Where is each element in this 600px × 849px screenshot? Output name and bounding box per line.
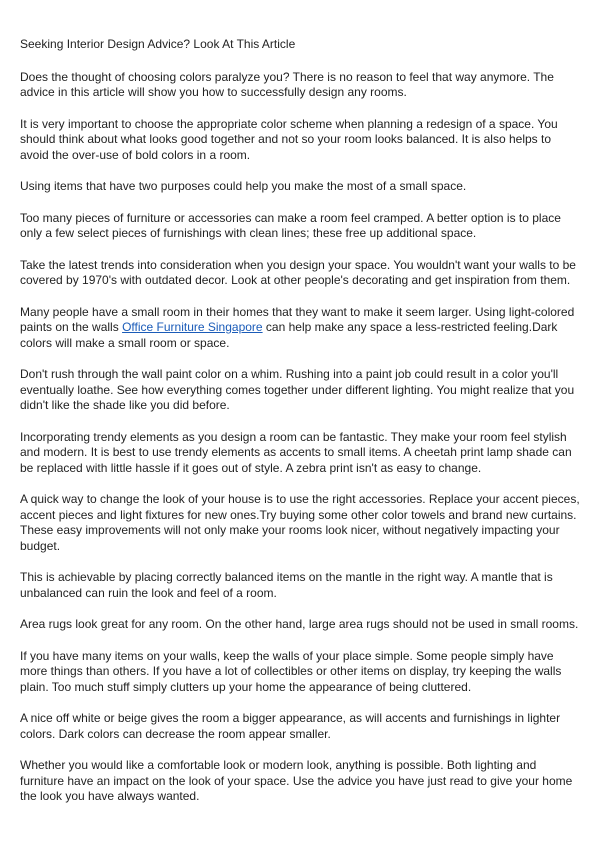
paragraph-7: Don't rush through the wall paint color on a whim. Rushing into a paint job could result in a color you'll eventually loathe. See how everything comes together under different lighting. You might realize that you didn't like the shade like you did before. xyxy=(20,367,575,412)
paragraph-12: If you have many items on your walls, keep the walls of your place simple. Some people simply have more things than others. If you have a lot of collectibles or other items on display, try keeping the walls plain. Too much stuff simply clutters up your home the appearance of being cluttered. xyxy=(20,648,562,694)
paragraph-6 xyxy=(20,305,582,352)
article xyxy=(20,37,582,821)
paragraph-6-text-before: Many people have a small room in their homes that they want to make it seem larger. Using light-colored paints on the walls xyxy=(20,304,575,334)
office-furniture-link[interactable]: Office Furniture Singapore xyxy=(122,320,263,334)
paragraph-14: Whether you would like a comfortable look or modern look, anything is possible. Both lighting and furniture have an impact on the look of your space. Use the advice you have just read to give your home the look you have always wanted. xyxy=(20,758,573,803)
paragraph-8: Incorporating trendy elements as you design a room can be fantastic. They make your room feel stylish and modern. It is best to use trendy elements as accents to small items. A cheetah print lamp shade can be replaced with little hassle if it goes out of style. A zebra print isn't as easy to change. xyxy=(20,429,572,475)
paragraph-5: Take the latest trends into consideration when you design your space. You wouldn't want your walls to be covered by 1970's with outdated decor. Look at other people's decorating and get inspiration from them. xyxy=(20,257,576,287)
paragraph-10: This is achievable by placing correctly balanced items on the mantle in the right way. A mantle that is unbalanced can ruin the look and feel of a room. xyxy=(20,570,553,600)
paragraph-6-text-after: can help make any space a less-restricted feeling.Dark colors will make a small room or space. xyxy=(20,320,558,350)
article-title: Seeking Interior Design Advice? Look At This Article xyxy=(20,37,296,51)
paragraph-2: It is very important to choose the appropriate color scheme when planning a redesign of a space. You should think about what looks good together and not so your room looks balanced. It is also helps to avoid the over-use of bold colors in a room. xyxy=(20,116,558,162)
paragraph-13: A nice off white or beige gives the room a bigger appearance, as will accents and furnishings in lighter colors. Dark colors can decrease the room appear smaller. xyxy=(20,711,561,741)
paragraph-3: Using items that have two purposes could help you make the most of a small space. xyxy=(20,179,467,193)
paragraph-11: Area rugs look great for any room. On the other hand, large area rugs should not be used in small rooms. xyxy=(20,617,579,631)
paragraph-1: Does the thought of choosing colors paralyze you? There is no reason to feel that way anymore. The advice in this article will show you how to successfully design any rooms. xyxy=(20,69,554,99)
paragraph-9: A quick way to change the look of your house is to use the right accessories. Replace your accent pieces, accent pieces and light fixtures for new ones.Try buying some other color towels and brand new curtains. These easy improvements will not only make your rooms look nicer, without negatively impacting your budget. xyxy=(20,492,580,553)
paragraph-4: Too many pieces of furniture or accessories can make a room feel cramped. A better option is to place only a few select pieces of furnishings with clean lines; these free up additional space. xyxy=(20,210,561,240)
